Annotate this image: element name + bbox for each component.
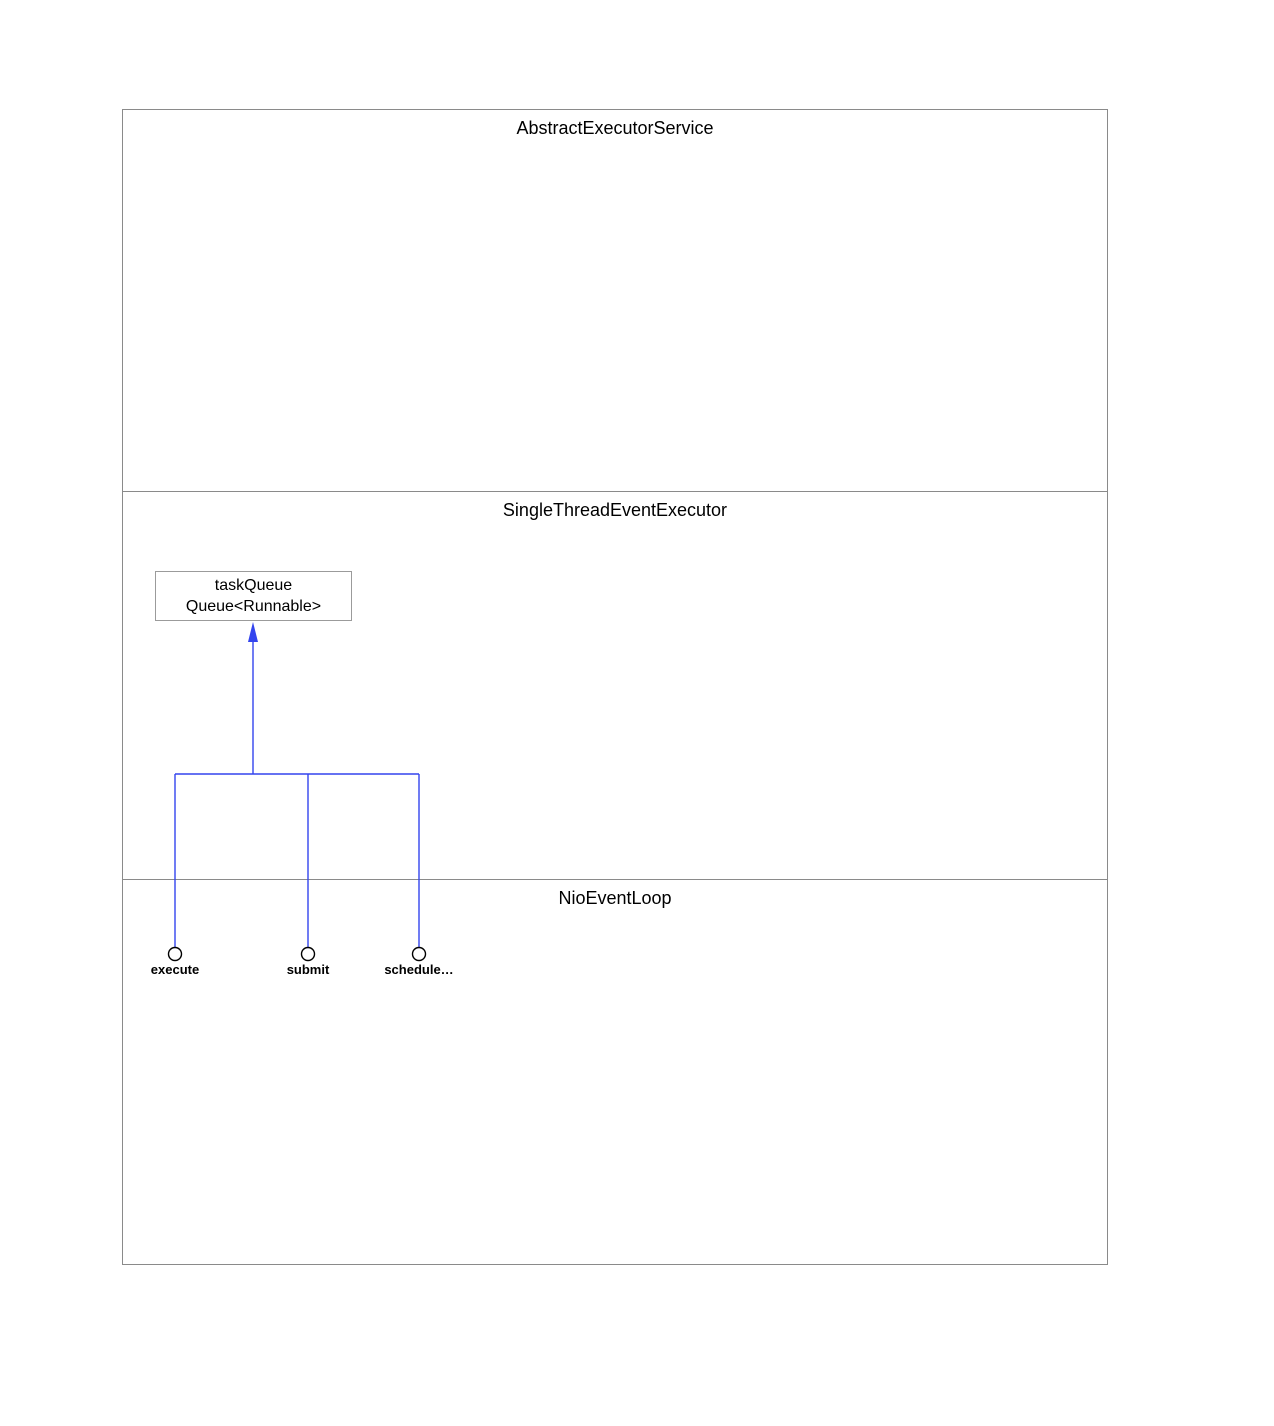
task-queue-node [155, 571, 352, 621]
container-nio-event-loop [122, 879, 1108, 1265]
task-queue-type: Queue<Runnable> [185, 598, 322, 615]
method-label-submit: submit [286, 962, 330, 977]
container-title-nio-event-loop: NioEventLoop [558, 888, 672, 908]
container-abstract-executor-service [122, 109, 1108, 492]
method-label-execute: execute [150, 962, 200, 977]
container-single-thread-event-executor [122, 491, 1108, 880]
method-label-schedule: schedule… [384, 962, 454, 977]
container-title-abstract-executor-service: AbstractExecutorService [516, 118, 714, 138]
container-title-single-thread-event-executor: SingleThreadEventExecutor [502, 500, 728, 520]
task-queue-name: taskQueue [214, 577, 293, 594]
